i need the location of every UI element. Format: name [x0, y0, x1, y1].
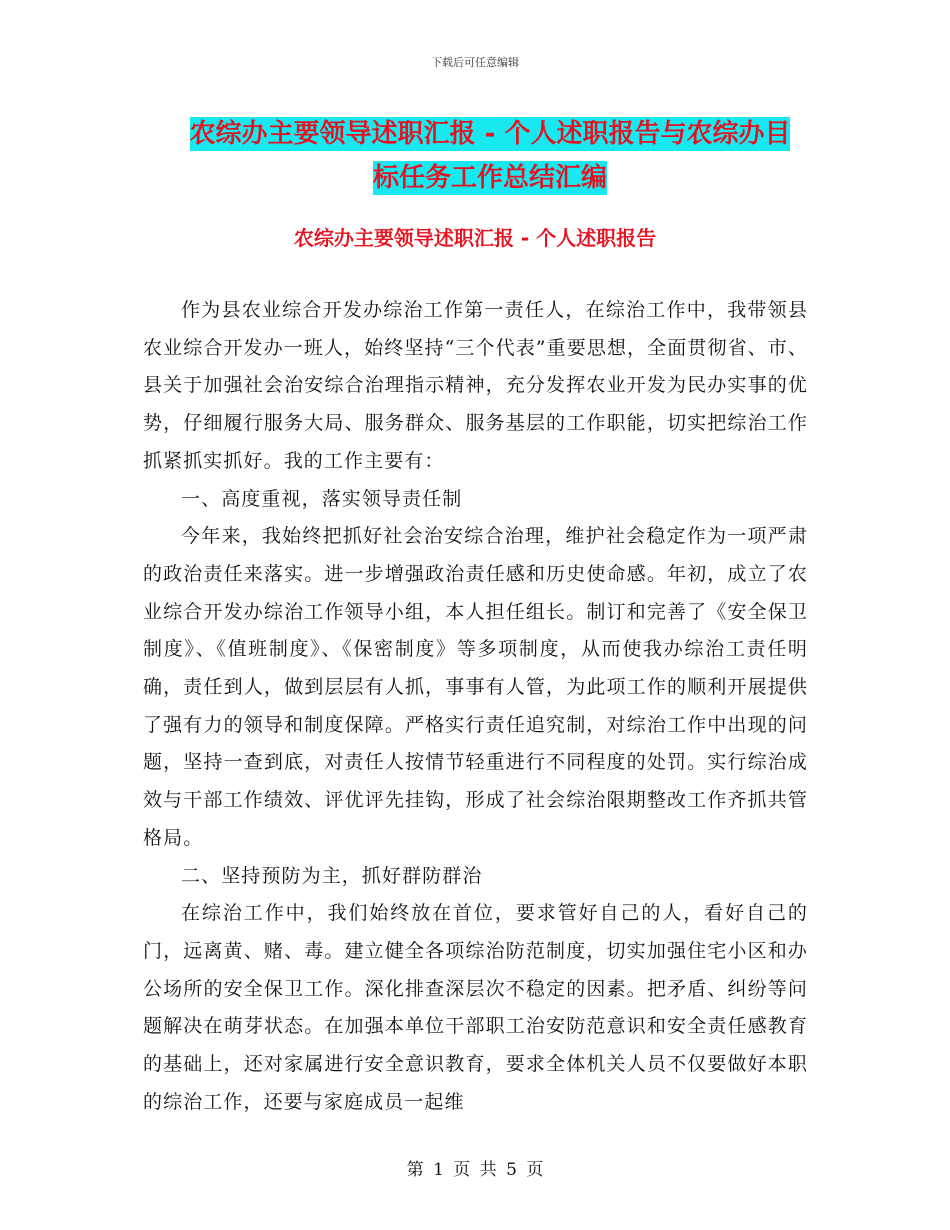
header-note: 下载后可任意编辑	[431, 56, 519, 69]
paragraph-section-1: 今年来，我始终把抓好社会治安综合治理，维护社会稳定作为一项严肃的政治责任来落实。进一步增强政治责任感和历史使命感。年初，成立了农业综合开发办综治工作领导小组，本人担任组长。制订和完善了《安全保卫制度》、《值班制度》、《保密制度》等多项制度，从而使我办综治工责任明确，责任到人，做到层层有人抓，事事有人管，为此项工作的顺利开展提供了强有力的领导和制度保障。严格实行责任追究制，对综治工作中出现的问题，坚持一查到底，对责任人按情节轻重进行不同程度的处罚。实行综治成效与干部工作绩效、评优评先挂钩，形成了社会综治限期整改工作齐抓共管格局。	[143, 525, 808, 849]
paragraph-section-2: 在综治工作中，我们始终放在首位，要求管好自己的人，看好自己的门，远离黄、赌、毒。建立健全各项综治防范制度，切实加强住宅小区和办公场所的安全保卫工作。深化排查深层次不稳定的因素。把矛盾、纠纷等问题解决在萌芽状态。在加强本单位干部职工治安防范意识和安全责任感教育的基础上，还对家属进行安全意识教育，要求全体机关人员不仅要做好本职的综治工作，还要与家庭成员一起维	[143, 902, 808, 1113]
paragraph-intro: 作为县农业综合开发办综治工作第一责任人，在综治工作中，我带领县农业综合开发办一班人，始终坚持“三个代表”重要思想，全面贯彻省、市、县关于加强社会治安综合治理指示精神，充分发挥农业开发为民办实事的优势，仔细履行服务大局、服务群众、服务基层的工作职能，切实把综治工作抓紧抓实抓好。我的工作主要有：	[143, 299, 808, 472]
section-subtitle: 农综办主要领导述职汇报 - 个人述职报告	[293, 226, 657, 250]
document-title	[140, 112, 840, 200]
section-heading-1: 一、高度重视，落实领导责任制	[181, 487, 463, 510]
title-line-2: 标任务工作总结汇编	[372, 163, 607, 193]
section-heading-2: 二、坚持预防为主，抓好群防群治	[181, 864, 483, 887]
title-line-1: 农综办主要领导述职汇报 - 个人述职报告与农综办目	[189, 119, 791, 149]
page-number: 第 1 页 共 5 页	[406, 1160, 544, 1180]
body-text	[143, 292, 808, 1121]
